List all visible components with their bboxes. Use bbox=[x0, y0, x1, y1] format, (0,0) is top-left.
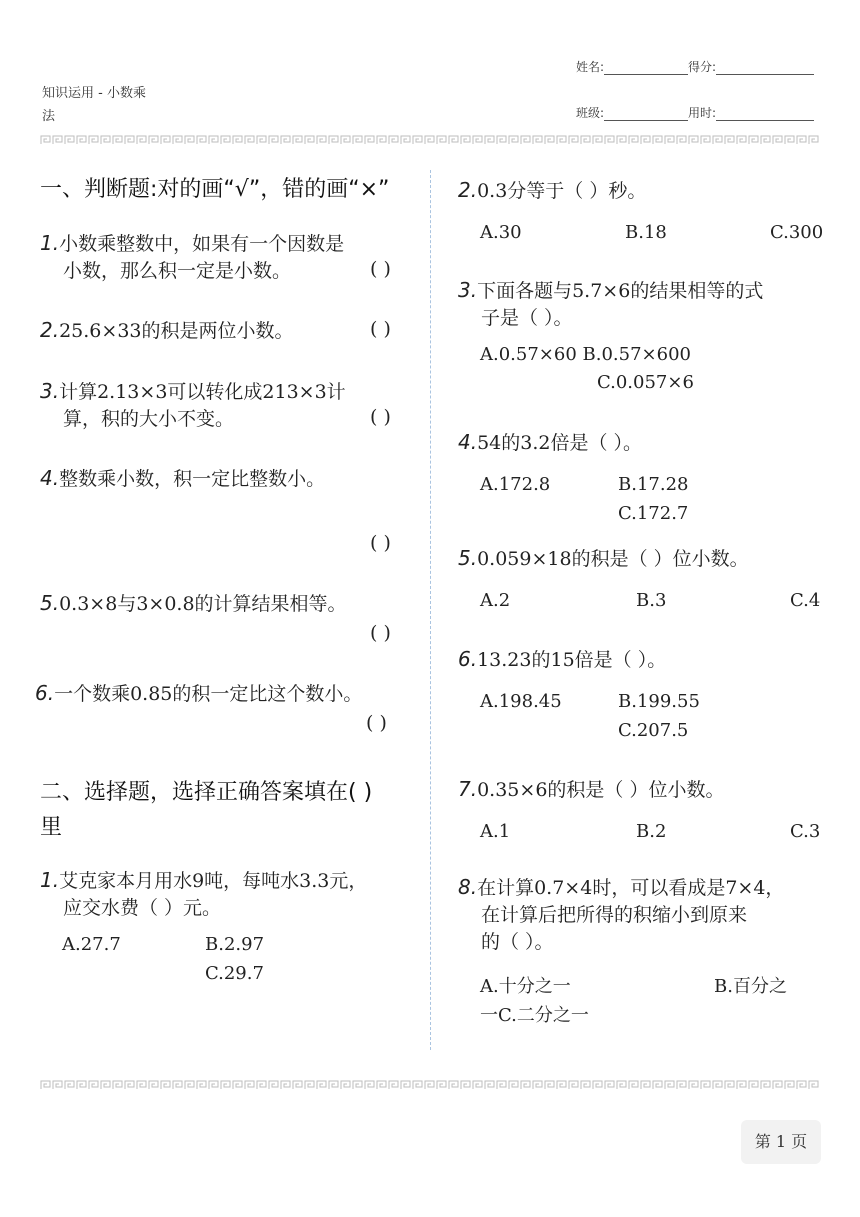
score-blank[interactable] bbox=[716, 60, 814, 75]
bottom-border-pattern bbox=[40, 1080, 820, 1090]
class-blank[interactable] bbox=[604, 106, 688, 121]
r-question-7: 7.0.35×6的积是（ ）位小数。 bbox=[458, 777, 725, 801]
name-field bbox=[576, 58, 814, 75]
option-b[interactable]: B.199.55 bbox=[618, 691, 700, 712]
option-b[interactable]: B.17.28 bbox=[618, 474, 689, 495]
time-label: 用时: bbox=[688, 106, 717, 120]
option-c[interactable]: C.0.057×6 bbox=[597, 372, 694, 393]
class-field bbox=[576, 104, 814, 121]
r-question-6: 6.13.23的15倍是（ ）。 bbox=[458, 647, 667, 671]
option-a[interactable]: A.十分之一 bbox=[480, 976, 571, 997]
question-number: 1. bbox=[40, 231, 60, 255]
score-label: 得分: bbox=[688, 60, 717, 74]
s2-question-1: 1.艾克家本月用水9吨，每吨水3.3元， 应交水费（ ）元。 bbox=[40, 868, 368, 919]
option-b[interactable]: B.18 bbox=[625, 222, 667, 243]
r-question-8: 8.在计算0.7×4时，可以看成是7×4， 在计算后把所得的积缩小到原来 的（ ）。 bbox=[458, 875, 785, 953]
subject-line1: 知识运用 - 小数乘 bbox=[42, 86, 146, 101]
option-c[interactable]: C.4 bbox=[790, 590, 821, 611]
option-ab[interactable]: A.0.57×60 B.0.57×600 bbox=[480, 344, 691, 365]
option-a[interactable]: A.1 bbox=[480, 821, 511, 842]
s1-question-1: 1.小数乘整数中，如果有一个因数是 小数，那么积一定是小数。 bbox=[40, 231, 345, 282]
s1-question-3: 3.计算2.13×3可以转化成213×3计 算，积的大小不变。 bbox=[40, 379, 346, 430]
r-question-3: 3.下面各题与5.7×6的结果相等的式 子是（ ）。 bbox=[458, 278, 764, 329]
r-question-4: 4.54的3.2倍是（ ）。 bbox=[458, 430, 643, 454]
option-b[interactable]: B.3 bbox=[636, 590, 667, 611]
s1-question-2: 2.25.6×33的积是两位小数。 bbox=[40, 318, 294, 342]
answer-paren[interactable]: ( ) bbox=[366, 712, 387, 734]
time-blank[interactable] bbox=[716, 106, 814, 121]
option-a[interactable]: A.2 bbox=[480, 590, 511, 611]
option-c[interactable]: C.3 bbox=[790, 821, 821, 842]
option-b[interactable]: B.百分之 bbox=[714, 976, 787, 997]
s1-question-4: 4.整数乘小数，积一定比整数小。 bbox=[40, 466, 326, 490]
name-label: 姓名: bbox=[576, 60, 605, 74]
s1-question-6: 6.一个数乘0.85的积一定比这个数小。 bbox=[35, 681, 363, 705]
subject-line2: 法 bbox=[42, 109, 56, 124]
option-a[interactable]: A.30 bbox=[480, 222, 522, 243]
option-c[interactable]: C.172.7 bbox=[618, 503, 689, 524]
class-label: 班级: bbox=[576, 106, 605, 120]
option-b[interactable]: B.2.97 bbox=[205, 934, 265, 955]
name-blank[interactable] bbox=[604, 60, 688, 75]
option-c[interactable]: 一C.二分之一 bbox=[480, 1005, 589, 1026]
option-c[interactable]: C.300 bbox=[770, 222, 824, 243]
option-c[interactable]: C.29.7 bbox=[205, 963, 264, 984]
option-c[interactable]: C.207.5 bbox=[618, 720, 689, 741]
option-a[interactable]: A.172.8 bbox=[480, 474, 551, 495]
top-border-pattern bbox=[40, 135, 820, 145]
answer-paren[interactable]: ( ) bbox=[370, 318, 391, 340]
answer-paren[interactable]: ( ) bbox=[370, 406, 391, 428]
column-divider bbox=[430, 170, 431, 1050]
r-question-2: 2.0.3分等于（ ）秒。 bbox=[458, 178, 647, 202]
option-b[interactable]: B.2 bbox=[636, 821, 667, 842]
section2-title-line1: 二、选择题，选择正确答案填在( ) bbox=[40, 780, 373, 805]
page-number: 第 1 页 bbox=[741, 1120, 821, 1164]
answer-paren[interactable]: ( ) bbox=[370, 258, 391, 280]
option-a[interactable]: A.198.45 bbox=[480, 691, 562, 712]
r-question-5: 5.0.059×18的积是（ ）位小数。 bbox=[458, 546, 749, 570]
section1-title: 一、判断题:对的画“√”，错的画“×” bbox=[40, 177, 390, 202]
answer-paren[interactable]: ( ) bbox=[370, 532, 391, 554]
option-a[interactable]: A.27.7 bbox=[62, 934, 121, 955]
section2-title-line2: 里 bbox=[40, 815, 63, 840]
s1-question-5: 5.0.3×8与3×0.8的计算结果相等。 bbox=[40, 591, 347, 615]
answer-paren[interactable]: ( ) bbox=[370, 622, 391, 644]
